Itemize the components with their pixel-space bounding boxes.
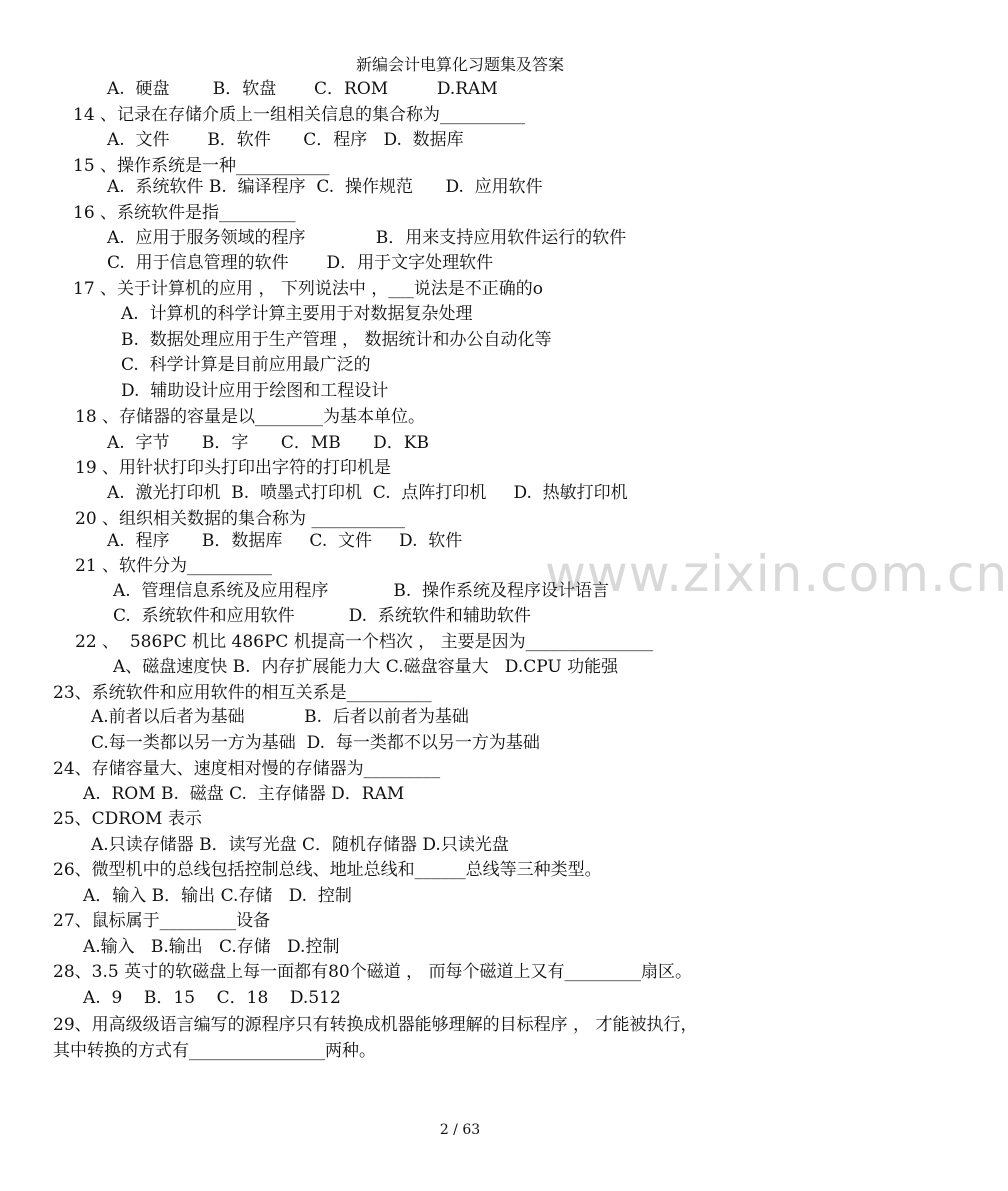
question-line: 17 、关于计算机的应用 ， 下列说法中 ，___说法是不正确的o bbox=[73, 279, 543, 299]
watermark: www.zixin.com.cn bbox=[545, 545, 1008, 603]
question-line: C. 用于信息管理的软件 D．用于文字处理软件 bbox=[107, 253, 494, 273]
question-line: A. 系统软件 B. 编译程序 C. 操作规范 D. 应用软件 bbox=[107, 177, 543, 197]
question-line: 18 、存储器的容量是以________为基本单位。 bbox=[75, 407, 426, 427]
page-header-title: 新编会计电算化习题集及答案 bbox=[355, 55, 564, 74]
question-line: A.前者以后者为基础 B. 后者以前者为基础 bbox=[91, 707, 469, 727]
question-line: 27、鼠标属于_________设备 bbox=[53, 911, 271, 931]
question-line: D. 辅助设计应用于绘图和工程设计 bbox=[121, 381, 389, 401]
question-line: 25、CDROM 表示 bbox=[53, 809, 202, 829]
question-line: A. 管理信息系统及应用程序 B. 操作系统及程序设计语言 bbox=[113, 581, 610, 601]
question-line: 16 、系统软件是指_________ bbox=[73, 203, 296, 223]
question-line: A. 程序 B．数据库 C. 文件 D. 软件 bbox=[107, 531, 463, 551]
question-line: 21 、软件分为__________ bbox=[75, 556, 273, 576]
question-line: A. 应用于服务领域的程序 B．用来支持应用软件运行的软件 bbox=[107, 228, 627, 248]
question-line: 20 、组织相关数据的集合称为 ___________ bbox=[75, 509, 405, 529]
question-line: A. 9 B．15 C．18 D.512 bbox=[83, 988, 341, 1008]
question-line: 23、系统软件和应用软件的相互关系是__________ bbox=[53, 683, 432, 703]
question-line: A.只读存储器 B．读写光盘 C．随机存储器 D.只读光盘 bbox=[91, 835, 509, 855]
question-line: 28、3.5 英寸的软磁盘上每一面都有80个磁道 ， 而每个磁道上又有_________扇区。 bbox=[53, 962, 693, 982]
question-line: 26、微型机中的总线包括控制总线、地址总线和______总线等三种类型。 bbox=[53, 860, 602, 880]
question-line: A. 硬盘 B．软盘 C．ROM D.RAM bbox=[107, 79, 498, 99]
question-line: A. 计算机的科学计算主要用于对数据复杂处理 bbox=[121, 304, 473, 324]
question-line: B. 数据处理应用于生产管理 ， 数据统计和办公自动化等 bbox=[121, 330, 552, 350]
question-line: 14 、记录在存储介质上一组相关信息的集合称为__________ bbox=[73, 105, 526, 125]
question-line: 24、存储容量大、速度相对慢的存储器为_________ bbox=[53, 759, 441, 779]
question-line: C. 系统软件和应用软件 D. 系统软件和辅助软件 bbox=[113, 606, 531, 626]
question-line: 19 、用针状打印头打印出字符的打印机是 bbox=[75, 458, 392, 478]
question-line: A. ROM B. 磁盘 C. 主存储器 D．RAM bbox=[83, 784, 405, 804]
page-number: 2 / 63 bbox=[439, 1122, 481, 1138]
question-line: C.每一类都以另一方为基础 D. 每一类都不以另一方为基础 bbox=[91, 733, 540, 753]
question-line: 其中转换的方式有________________两种。 bbox=[53, 1041, 376, 1061]
question-line: 15 、操作系统是一种___________ bbox=[73, 156, 330, 176]
question-line: A. 字节 B．字 C．MB D．KB bbox=[107, 433, 429, 453]
question-line: A. 文件 B．软件 C．程序 D. 数据库 bbox=[107, 130, 464, 150]
question-line: C. 科学计算是目前应用最广泛的 bbox=[121, 355, 371, 375]
question-line: A.输入 B.输出 C.存储 D.控制 bbox=[83, 937, 340, 957]
question-line: A．输入 B．输出 C.存储 D. 控制 bbox=[83, 886, 352, 906]
question-line: A. 激光打印机 B. 喷墨式打印机 C. 点阵打印机 D. 热敏打印机 bbox=[107, 483, 628, 503]
question-line: 29、用高级级语言编写的源程序只有转换成机器能够理解的目标程序 ， 才能被执行， bbox=[53, 1015, 698, 1035]
question-line: A、磁盘速度快 B. 内存扩展能力大 C.磁盘容量大 D.CPU 功能强 bbox=[113, 657, 619, 677]
question-line: 22 、 586PC 机比 486PC 机提高一个档次 ， 主要是因为_______________ bbox=[75, 632, 654, 652]
